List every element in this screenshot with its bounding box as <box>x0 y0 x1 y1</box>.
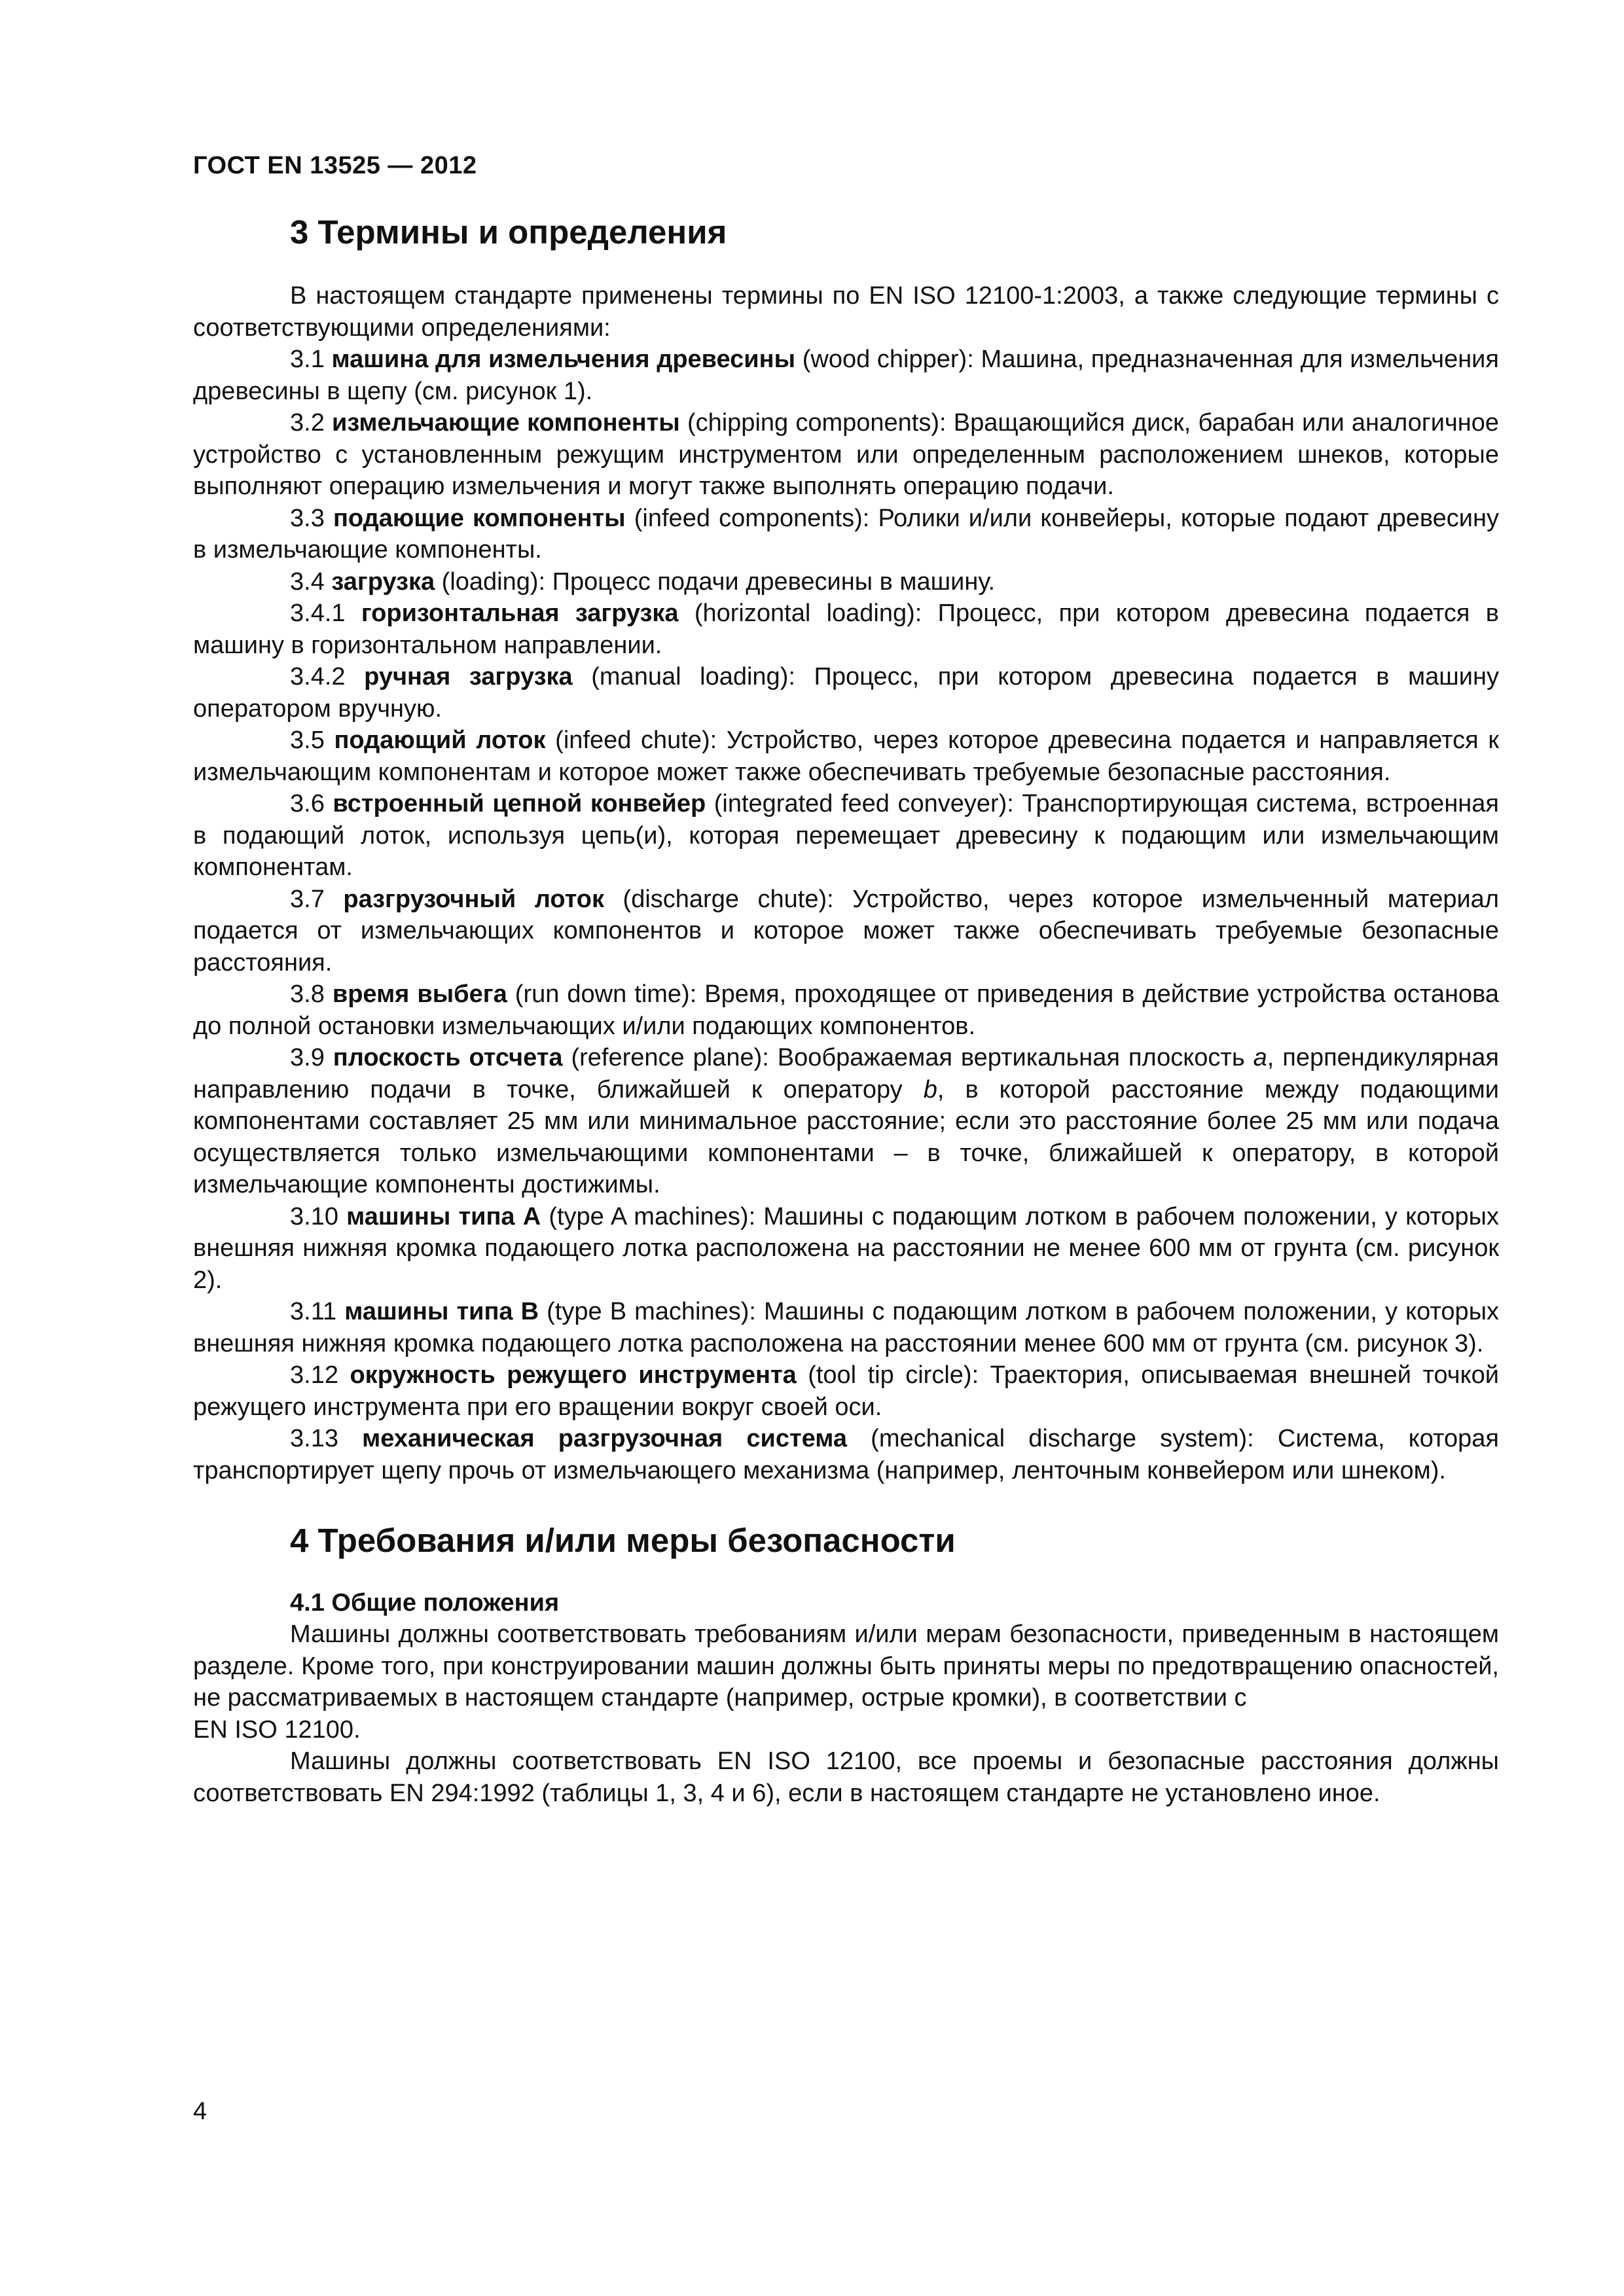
variable-b: b <box>923 1075 937 1103</box>
variable-a: a <box>1253 1044 1267 1071</box>
term-name: машины типа А <box>346 1202 541 1230</box>
term-number: 3.13 <box>290 1425 363 1452</box>
term-definition: (integrated feed conveyer): Транспортирующая система, встроенная в подающий лоток, используя цепь(и), которая перемещает древесину к подающим или измельчающим компонентам. <box>193 790 1499 881</box>
term-name: загрузка <box>331 567 435 596</box>
term-name: окружность режущего инструмента <box>350 1361 797 1389</box>
term-3-11 <box>193 1296 1499 1359</box>
page-number: 4 <box>193 2098 208 2125</box>
term-number: 3.12 <box>290 1361 350 1389</box>
term-3-13 <box>193 1423 1499 1486</box>
section-3-intro: В настоящем стандарте применены термины по EN ISO 12100-1:2003, а также следующие термины с соответствующими определениями: <box>193 282 1499 342</box>
term-number: 3.2 <box>290 409 333 437</box>
term-3-1 <box>193 344 1499 407</box>
section-4-1-para-2: Машины должны соответствовать EN ISO 12100, все проемы и безопасные расстояния должны соответствовать EN 294:1992 (таблицы 1, 3, 4 и 6), если в настоящем стандарте не установлено иное. <box>193 1748 1499 1807</box>
term-number: 3.7 <box>290 885 344 913</box>
term-number: 3.4.2 <box>290 663 365 691</box>
term-definition: (reference plane): Воображаемая вертикальная плоскость <box>562 1044 1254 1071</box>
term-name: подающие компоненты <box>333 504 626 532</box>
term-name: горизонтальная загрузка <box>361 600 679 627</box>
term-number: 3.6 <box>290 790 333 817</box>
term-3-10 <box>193 1201 1499 1297</box>
term-number: 3.4.1 <box>290 600 361 627</box>
term-3-4-1 <box>193 598 1499 661</box>
term-name: измельчающие компоненты <box>332 409 680 437</box>
term-definition: (infeed components): Ролики и/или конвейеры, которые подают древесину в измельчающие компоненты. <box>193 504 1499 564</box>
document-header: ГОСТ EN 13525 — 2012 <box>193 152 477 179</box>
term-number: 3.11 <box>290 1298 345 1325</box>
term-3-9 <box>193 1042 1499 1201</box>
term-name: время выбега <box>332 980 507 1008</box>
term-definition: (horizontal loading): Процесс, при котором древесина подается в машину в горизонтальном направлении. <box>193 600 1499 659</box>
term-number: 3.3 <box>290 504 333 532</box>
term-definition: (discharge chute): Устройство, через которое измельченный материал подается от измельчающих компонентов и которое может также обеспечивать требуемые безопасные расстояния. <box>193 885 1499 977</box>
term-definition: (tool tip circle): Траектория, описываемая внешней точкой режущего инструмента при его вращении вокруг своей оси. <box>193 1361 1499 1421</box>
term-name: плоскость отсчета <box>333 1044 563 1071</box>
subsection-4-1-title: 4.1 Общие положения <box>290 1589 560 1617</box>
term-number: 3.10 <box>290 1202 347 1230</box>
section-4-1-para-1: Машины должны соответствовать требованиям и/или мерам безопасности, приведенным в настоящем разделе. Кроме того, при конструировании машин должны быть приняты меры по предотвращению опасностей, не рассматриваемых в настоящем стандарте (например, острые кромки), в соответствии с <box>193 1621 1499 1712</box>
section-3-title: 3 Термины и определения <box>290 213 727 251</box>
term-name: ручная загрузка <box>364 663 573 691</box>
page-content <box>193 211 1499 1809</box>
term-number: 3.4 <box>290 567 332 596</box>
term-number: 3.5 <box>290 726 334 754</box>
term-name: разгрузочный лоток <box>343 885 605 913</box>
term-3-4 <box>193 566 1499 598</box>
term-name: встроенный цепной конвейер <box>333 790 706 817</box>
term-definition: (manual loading): Процесс, при котором древесина подается в машину оператором вручную. <box>193 663 1499 723</box>
term-name: подающий лоток <box>334 726 546 754</box>
term-definition: (type B machines): Машины с подающим лотком в рабочем положении, у которых внешняя нижняя кромка подающего лотка расположена на расстоянии менее 600 мм от грунта (см. рисунок 3). <box>193 1298 1500 1357</box>
term-3-2 <box>193 407 1499 503</box>
section-4-title: 4 Требования и/или меры безопасности <box>290 1522 956 1559</box>
term-definition: (chipping components): Вращающийся диск, барабан или аналогичное устройство с установленным режущим инструментом или определенным расположением шнеков, которые выполняют операцию измельчения и могут также выполнять операцию подачи. <box>193 409 1499 500</box>
term-3-6 <box>193 788 1499 884</box>
term-definition: , перпендикулярная направлению подачи в точке, ближайшей к оператору <box>193 1044 1499 1103</box>
term-definition: (loading): Процесс подачи древесины в машину. <box>435 567 996 596</box>
term-number: 3.8 <box>290 980 333 1008</box>
term-3-8 <box>193 978 1499 1042</box>
term-3-3 <box>193 503 1499 566</box>
term-name: механическая разгрузочная система <box>362 1425 847 1452</box>
term-3-5 <box>193 725 1499 788</box>
term-name: машины типа В <box>344 1298 539 1325</box>
term-3-4-2 <box>193 661 1499 725</box>
section-4-1-para-1-ref: EN ISO 12100. <box>193 1715 361 1744</box>
term-definition: (mechanical discharge system): Система, которая транспортирует щепу прочь от измельчающего механизма (например, ленточным конвейером или шнеком). <box>193 1425 1499 1484</box>
term-3-7 <box>193 884 1499 979</box>
term-3-12 <box>193 1359 1499 1423</box>
term-definition: , в которой расстояние между подающими компонентами составляет 25 мм или минимальное расстояние; если это расстояние более 25 мм или подача осуществляется только измельчающими компонентами – в точке, ближайшей к оператору, в которой измельчающие компоненты достижимы. <box>193 1075 1499 1198</box>
term-name: машина для измельчения древесины <box>331 346 796 373</box>
term-definition: (run down time): Время, проходящее от приведения в действие устройства останова до полной остановки измельчающих и/или подающих компонентов. <box>193 980 1499 1040</box>
term-number: 3.9 <box>290 1044 333 1071</box>
term-definition: (type A machines): Машины с подающим лотком в рабочем положении, у которых внешняя нижняя кромка подающего лотка расположена на расстоянии не менее 600 мм от грунта (см. рисунок 2). <box>193 1202 1499 1294</box>
term-number: 3.1 <box>290 346 332 373</box>
term-definition: (wood chipper): Машина, предназначенная для измельчения древесины в щепу (см. рисунок 1). <box>193 346 1499 405</box>
term-definition: (infeed chute): Устройство, через которое древесина подается и направляется к измельчающим компонентам и которое может также обеспечивать требуемые безопасные расстояния. <box>193 726 1499 786</box>
